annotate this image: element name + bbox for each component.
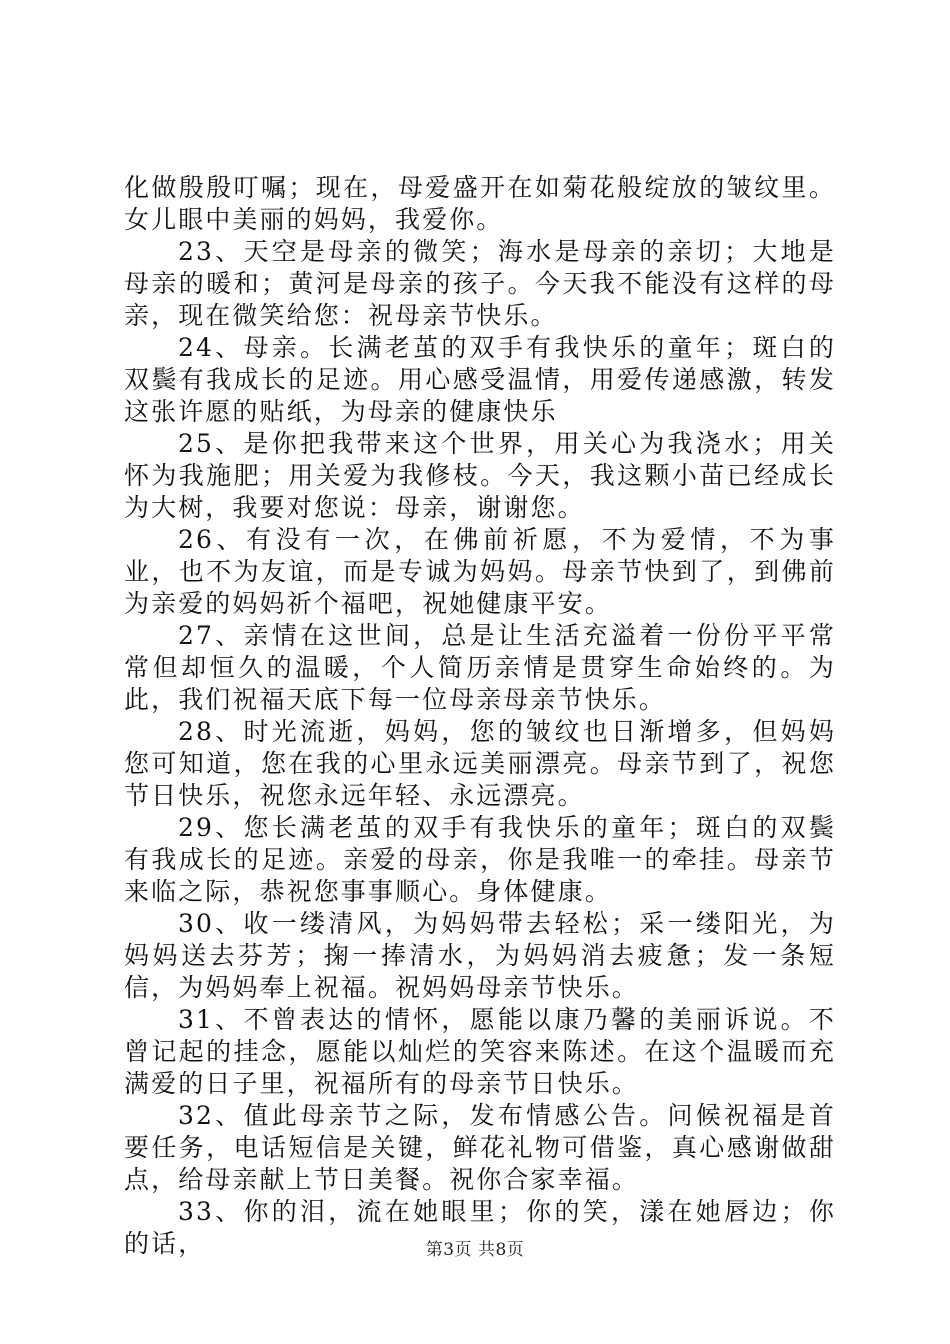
paragraph-30: 30、收一缕清风，为妈妈带去轻松；采一缕阳光，为妈妈送去芬芳；掬一捧清水，为妈妈消去疲惫；发一条短信，为妈妈奉上祝福。祝妈妈母亲节快乐。 [124,909,836,1002]
paragraph-continuation: 化做殷殷叮嘱；现在，母爱盛开在如菊花般绽放的皱纹里。女儿眼中美丽的妈妈，我爱你。 [124,173,836,234]
page-number-footer: 第3页 共8页 [425,1240,525,1260]
paragraph-28: 28、时光流逝，妈妈，您的皱纹也日渐增多，但妈妈您可知道，您在我的心里永远美丽漂亮。母亲节到了，祝您节日快乐，祝您永远年轻、永远漂亮。 [124,717,836,810]
paragraph-29: 29、您长满老茧的双手有我快乐的童年；斑白的双鬓有我成长的足迹。亲爱的母亲，你是我唯一的牵挂。母亲节来临之际，恭祝您事事顺心。身体健康。 [124,813,836,906]
paragraph-23: 23、天空是母亲的微笑；海水是母亲的亲切；大地是母亲的暖和；黄河是母亲的孩子。今天我不能没有这样的母亲，现在微笑给您：祝母亲节快乐。 [124,237,836,330]
paragraph-31: 31、不曾表达的情怀，愿能以康乃馨的美丽诉说。不曾记起的挂念，愿能以灿烂的笑容来陈述。在这个温暖而充满爱的日子里，祝福所有的母亲节日快乐。 [124,1005,836,1098]
document-body [124,172,836,1260]
paragraph-32: 32、值此母亲节之际，发布情感公告。问候祝福是首要任务，电话短信是关键，鲜花礼物可借鉴，真心感谢做甜点，给母亲献上节日美餐。祝你合家幸福。 [124,1101,836,1194]
paragraph-25: 25、是你把我带来这个世界，用关心为我浇水；用关怀为我施肥；用关爱为我修枝。今天，我这颗小苗已经成长为大树，我要对您说：母亲，谢谢您。 [124,429,836,522]
paragraph-24: 24、母亲。长满老茧的双手有我快乐的童年；斑白的双鬓有我成长的足迹。用心感受温情，用爱传递感激，转发这张许愿的贴纸，为母亲的健康快乐 [124,333,836,426]
paragraph-27: 27、亲情在这世间，总是让生活充溢着一份份平平常常但却恒久的温暖，个人简历亲情是贯穿生命始终的。为此，我们祝福天底下每一位母亲母亲节快乐。 [124,621,836,714]
paragraph-26: 26、有没有一次，在佛前祈愿，不为爱情，不为事业，也不为友谊，而是专诚为妈妈。母亲节快到了，到佛前为亲爱的妈妈祈个福吧，祝她健康平安。 [124,525,836,618]
paragraph-33: 33、你的泪，流在她眼里；你的笑，漾在她唇边；你的话， [124,1197,836,1258]
